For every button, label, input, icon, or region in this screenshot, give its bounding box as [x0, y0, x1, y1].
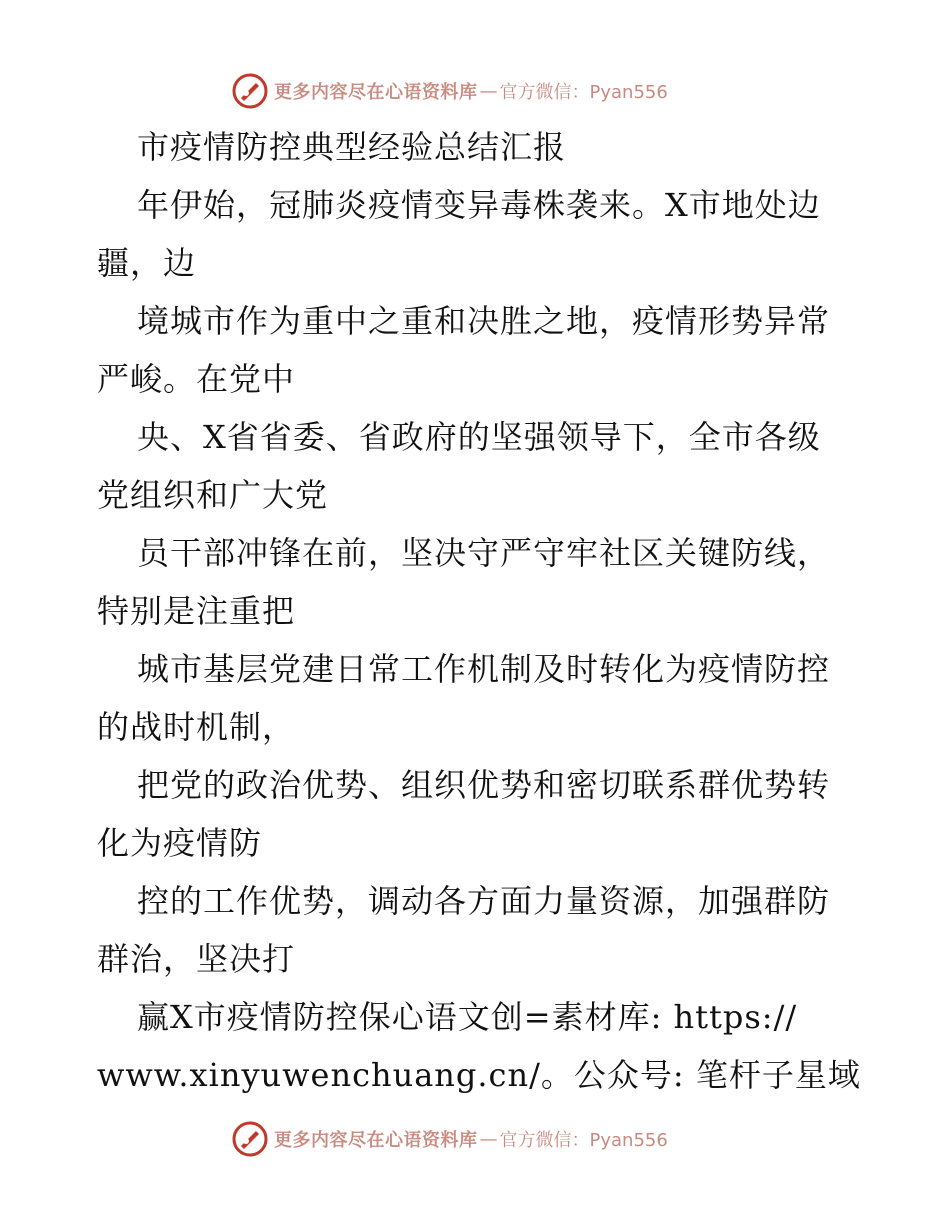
paragraph-line: 城市基层党建日常工作机制及时转化为疫情防控 — [137, 650, 831, 688]
watermark-wechat: 官方微信：Pyan556 — [499, 82, 668, 103]
header-watermark — [232, 71, 668, 111]
paragraph-line: 党组织和广大党 — [97, 476, 329, 514]
paragraph-line: 赢X市疫情防控保心语文创=素材库: https:// — [137, 998, 798, 1036]
watermark-dash: — — [479, 1128, 498, 1150]
document-body — [97, 118, 861, 1104]
paragraph-line: 员干部冲锋在前，坚决守严守牢社区关键防线， — [137, 534, 831, 572]
paragraph-line: 的战时机制， — [97, 708, 296, 746]
logo-icon — [232, 73, 268, 109]
paragraph-line: 境城市作为重中之重和决胜之地，疫情形势异常 — [137, 302, 831, 340]
watermark-text: 更多内容尽在心语资料库 — [274, 1130, 478, 1151]
paragraph-line: 群治，坚决打 — [97, 940, 296, 978]
paragraph-line: 化为疫情防 — [97, 824, 263, 862]
watermark-dash: — — [479, 80, 498, 102]
paragraph-line: 特别是注重把 — [97, 592, 296, 630]
watermark-text: 更多内容尽在心语资料库 — [274, 82, 478, 103]
logo-icon — [232, 1121, 268, 1157]
paragraph-line: 严峻。在党中 — [97, 360, 296, 398]
paragraph-line: 控的工作优势，调动各方面力量资源，加强群防 — [137, 882, 831, 920]
paragraph-line: 把党的政治优势、组织优势和密切联系群优势转 — [137, 766, 831, 804]
watermark-wechat: 官方微信：Pyan556 — [499, 1130, 668, 1151]
paragraph-line: 央、X省省委、省政府的坚强领导下，全市各级 — [137, 418, 821, 456]
paragraph-line: www.xinyuwenchuang.cn/。公众号: 笔杆子星域 — [97, 1056, 861, 1094]
paragraph-line: 年伊始，冠肺炎疫情变异毒株袭来。X市地处边 — [137, 186, 821, 224]
footer-watermark — [232, 1119, 668, 1159]
paragraph-line: 疆，边 — [97, 244, 197, 282]
document-title: 市疫情防控典型经验总结汇报 — [137, 128, 567, 166]
